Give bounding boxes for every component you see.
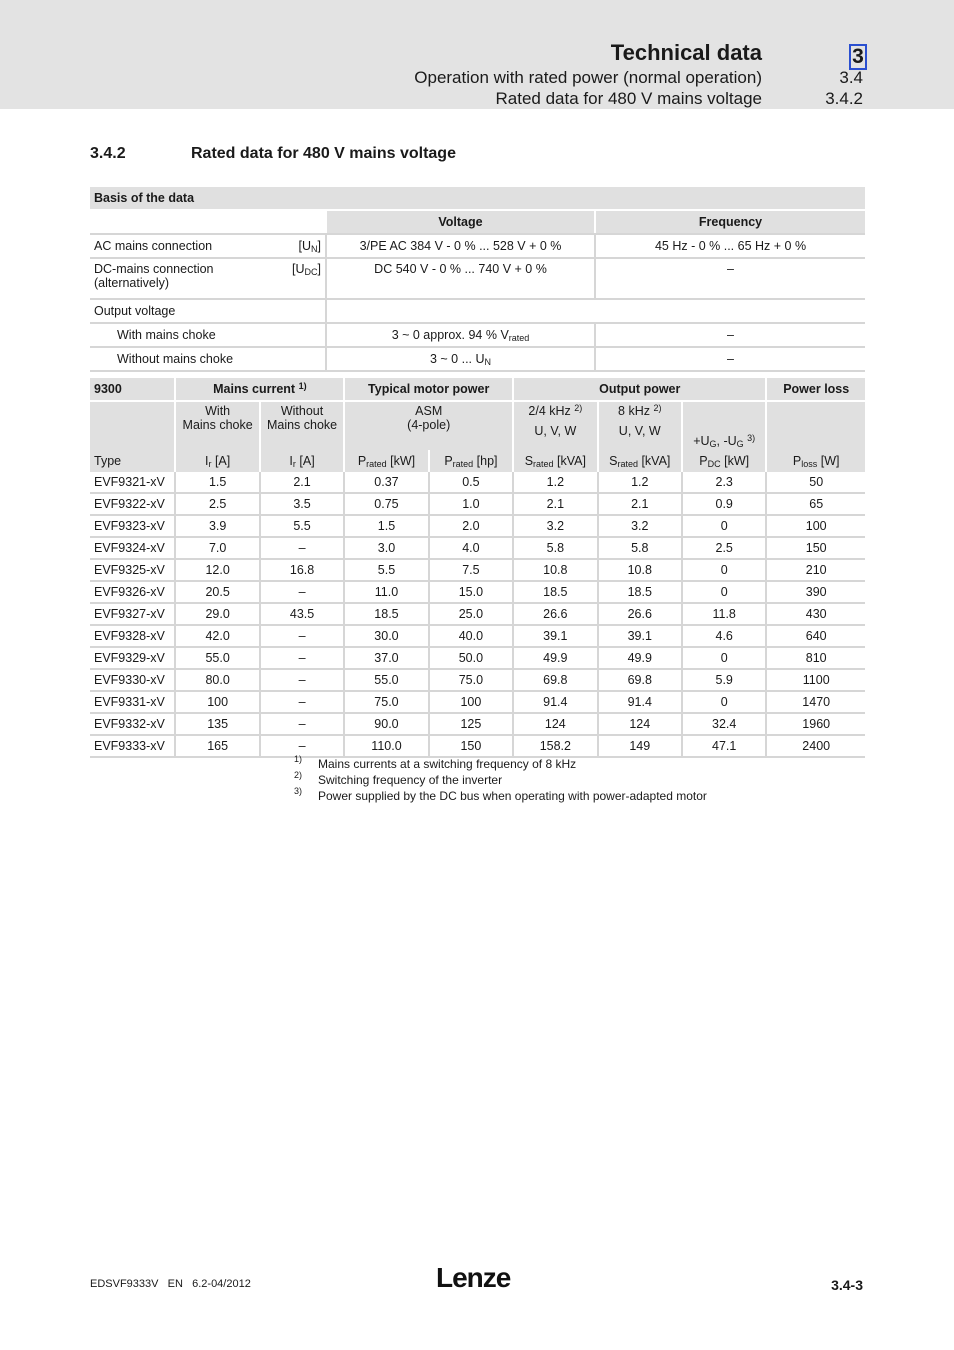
value-cell: 125 bbox=[428, 714, 512, 736]
basis-header-row bbox=[90, 211, 865, 233]
basis-title-row bbox=[90, 187, 865, 211]
value-cell: 50 bbox=[765, 472, 865, 494]
value-cell: 47.1 bbox=[681, 736, 765, 758]
type-cell: EVF9322-xV bbox=[90, 494, 174, 516]
with-choke-label: With mains choke bbox=[90, 324, 325, 348]
value-cell: 0.9 bbox=[681, 494, 765, 516]
basis-row-ac bbox=[90, 233, 865, 259]
value-cell: 0.75 bbox=[343, 494, 427, 516]
value-cell: 65 bbox=[765, 494, 865, 516]
basis-row-with-choke bbox=[90, 324, 865, 348]
value-cell: 91.4 bbox=[512, 692, 596, 714]
value-cell: – bbox=[259, 538, 343, 560]
section-heading-number: 3.4.2 bbox=[90, 145, 126, 162]
prated-kw-unit: $P_{rated}$ [kW] bbox=[343, 450, 427, 472]
value-cell: 1.0 bbox=[428, 494, 512, 516]
value-cell: 55.0 bbox=[343, 670, 427, 692]
value-cell: 0.5 bbox=[428, 472, 512, 494]
value-cell: 90.0 bbox=[343, 714, 427, 736]
value-cell: 26.6 bbox=[512, 604, 596, 626]
value-cell: 43.5 bbox=[259, 604, 343, 626]
footer-doc-info bbox=[90, 1278, 251, 1290]
value-cell: 2.1 bbox=[259, 472, 343, 494]
value-cell: 7.5 bbox=[428, 560, 512, 582]
ac-voltage: 3/PE AC 384 V - 0 % ... 528 V + 0 % bbox=[325, 233, 594, 259]
table-header-row-2 bbox=[90, 402, 865, 450]
freq-8-header: 8 kHz $^{2)}$ U, V, W bbox=[597, 402, 681, 450]
chapter-number-link[interactable]: 3 bbox=[849, 44, 867, 70]
without-choke-header: Without Mains choke bbox=[259, 402, 343, 450]
value-cell: 50.0 bbox=[428, 648, 512, 670]
value-cell: 0.37 bbox=[343, 472, 427, 494]
type-cell: EVF9331-xV bbox=[90, 692, 174, 714]
value-cell: 91.4 bbox=[597, 692, 681, 714]
table-row bbox=[90, 714, 865, 736]
pdc-unit: $P_{DC}$ [kW] bbox=[681, 450, 765, 472]
value-cell: 55.0 bbox=[174, 648, 258, 670]
ac-label: AC mains connection bbox=[94, 239, 213, 253]
value-cell: 10.8 bbox=[597, 560, 681, 582]
type-cell: EVF9329-xV bbox=[90, 648, 174, 670]
basis-header-empty bbox=[90, 211, 325, 233]
value-cell: 3.2 bbox=[597, 516, 681, 538]
value-cell: 18.5 bbox=[343, 604, 427, 626]
prated-hp-unit: $P_{rated}$ [hp] bbox=[428, 450, 512, 472]
value-cell: 100 bbox=[765, 516, 865, 538]
value-cell: 2.1 bbox=[597, 494, 681, 516]
value-cell: 30.0 bbox=[343, 626, 427, 648]
value-cell: 75.0 bbox=[343, 692, 427, 714]
value-cell: 5.8 bbox=[597, 538, 681, 560]
value-cell: – bbox=[259, 714, 343, 736]
table-row bbox=[90, 516, 865, 538]
value-cell: 1470 bbox=[765, 692, 865, 714]
value-cell: 75.0 bbox=[428, 670, 512, 692]
type-cell: EVF9325-xV bbox=[90, 560, 174, 582]
dc-label-2: (alternatively) bbox=[94, 276, 170, 290]
value-cell: 2.1 bbox=[512, 494, 596, 516]
output-voltage-empty bbox=[325, 300, 865, 324]
rated-data-table bbox=[90, 378, 865, 758]
basis-table bbox=[90, 187, 865, 372]
value-cell: 18.5 bbox=[597, 582, 681, 604]
ir-without-unit: $I_r$ [A] bbox=[259, 450, 343, 472]
value-cell: 0 bbox=[681, 648, 765, 670]
section-heading bbox=[90, 145, 456, 163]
ir-with-unit: $I_r$ [A] bbox=[174, 450, 258, 472]
with-choke-voltage: 3 ~ 0 approx. 94 % $V_{rated}$ bbox=[325, 324, 594, 348]
value-cell: 69.8 bbox=[597, 670, 681, 692]
without-choke-label: Without mains choke bbox=[90, 348, 325, 372]
table-row bbox=[90, 648, 865, 670]
value-cell: 4.0 bbox=[428, 538, 512, 560]
type-header: Type bbox=[94, 454, 122, 468]
type-cell: EVF9321-xV bbox=[90, 472, 174, 494]
header-empty bbox=[90, 402, 174, 450]
dc-voltage: DC 540 V - 0 % ... 740 V + 0 % bbox=[325, 259, 594, 300]
value-cell: 640 bbox=[765, 626, 865, 648]
value-cell: 150 bbox=[765, 538, 865, 560]
footer-doc-id: EDSVF9333V bbox=[90, 1278, 159, 1290]
value-cell: 5.8 bbox=[512, 538, 596, 560]
table-row bbox=[90, 538, 865, 560]
value-cell: 4.6 bbox=[681, 626, 765, 648]
value-cell: 1.5 bbox=[174, 472, 258, 494]
value-cell: 5.5 bbox=[343, 560, 427, 582]
value-cell: – bbox=[259, 692, 343, 714]
footer-lang: EN bbox=[167, 1278, 183, 1290]
value-cell: 49.9 bbox=[512, 648, 596, 670]
value-cell: 1960 bbox=[765, 714, 865, 736]
section-heading-title: Rated data for 480 V mains voltage bbox=[191, 145, 456, 162]
type-cell: EVF9327-xV bbox=[90, 604, 174, 626]
value-cell: 149 bbox=[597, 736, 681, 758]
without-choke-frequency: – bbox=[594, 348, 865, 372]
ac-symbol: $[U_N]$ bbox=[298, 239, 321, 254]
footer-version: 6.2-04/2012 bbox=[192, 1278, 251, 1290]
value-cell: 100 bbox=[174, 692, 258, 714]
value-cell: 0 bbox=[681, 582, 765, 604]
type-cell: EVF9333-xV bbox=[90, 736, 174, 758]
value-cell: 100 bbox=[428, 692, 512, 714]
value-cell: 1.2 bbox=[512, 472, 596, 494]
dc-label: DC-mains connection bbox=[94, 262, 214, 276]
value-cell: 3.0 bbox=[343, 538, 427, 560]
table-row bbox=[90, 560, 865, 582]
value-cell: 12.0 bbox=[174, 560, 258, 582]
value-cell: 124 bbox=[597, 714, 681, 736]
value-cell: 80.0 bbox=[174, 670, 258, 692]
chapter-title: Technical data bbox=[610, 40, 762, 65]
dc-symbol: $[U_{DC}]$ bbox=[292, 262, 321, 277]
value-cell: 5.5 bbox=[259, 516, 343, 538]
value-cell: 42.0 bbox=[174, 626, 258, 648]
table-header-row-3 bbox=[90, 450, 865, 472]
value-cell: 3.2 bbox=[512, 516, 596, 538]
table-row bbox=[90, 472, 865, 494]
value-cell: 16.8 bbox=[259, 560, 343, 582]
value-cell: 390 bbox=[765, 582, 865, 604]
table-row bbox=[90, 626, 865, 648]
table-row bbox=[90, 494, 865, 516]
type-cell: EVF9328-xV bbox=[90, 626, 174, 648]
value-cell: 0 bbox=[681, 516, 765, 538]
type-cell: EVF9330-xV bbox=[90, 670, 174, 692]
value-cell: – bbox=[259, 648, 343, 670]
value-cell: 37.0 bbox=[343, 648, 427, 670]
with-choke-header: With Mains choke bbox=[174, 402, 258, 450]
table-body bbox=[90, 472, 865, 758]
section-number: 3.4 bbox=[839, 68, 863, 87]
basis-row-label bbox=[90, 259, 325, 300]
value-cell: 430 bbox=[765, 604, 865, 626]
basis-col-frequency: Frequency bbox=[594, 211, 865, 233]
value-cell: 25.0 bbox=[428, 604, 512, 626]
value-cell: 810 bbox=[765, 648, 865, 670]
srated-8-unit: $S_{rated}$ [kVA] bbox=[597, 450, 681, 472]
value-cell: 2.5 bbox=[174, 494, 258, 516]
value-cell: 2.3 bbox=[681, 472, 765, 494]
value-cell: 49.9 bbox=[597, 648, 681, 670]
ploss-unit: $P_{loss}$ [W] bbox=[765, 450, 865, 472]
power-loss-header: Power loss bbox=[765, 378, 865, 402]
value-cell: 2.5 bbox=[681, 538, 765, 560]
basis-row-output bbox=[90, 300, 865, 324]
output-power-header: Output power bbox=[512, 378, 765, 402]
type-cell: EVF9323-xV bbox=[90, 516, 174, 538]
value-cell: 135 bbox=[174, 714, 258, 736]
subsection-number: 3.4.2 bbox=[825, 89, 863, 108]
table-header-row-1 bbox=[90, 378, 865, 402]
ac-frequency: 45 Hz - 0 % ... 65 Hz + 0 % bbox=[594, 233, 865, 259]
subsection-title: Rated data for 480 V mains voltage bbox=[495, 89, 762, 108]
value-cell: 3.9 bbox=[174, 516, 258, 538]
value-cell: 0 bbox=[681, 560, 765, 582]
value-cell: 1.2 bbox=[597, 472, 681, 494]
value-cell: 69.8 bbox=[512, 670, 596, 692]
type-cell: EVF9324-xV bbox=[90, 538, 174, 560]
page-number: 3.4-3 bbox=[831, 1277, 863, 1293]
lenze-logo: Lenze bbox=[436, 1262, 511, 1293]
value-cell: – bbox=[259, 582, 343, 604]
type-cell: EVF9332-xV bbox=[90, 714, 174, 736]
value-cell: 18.5 bbox=[512, 582, 596, 604]
value-cell: – bbox=[259, 670, 343, 692]
mains-current-header: Mains current $^{1)}$ bbox=[174, 378, 343, 402]
basis-title: Basis of the data bbox=[90, 187, 865, 211]
value-cell: 11.0 bbox=[343, 582, 427, 604]
series-header: 9300 bbox=[90, 378, 174, 402]
basis-col-voltage: Voltage bbox=[325, 211, 594, 233]
srated-24-unit: $S_{rated}$ [kVA] bbox=[512, 450, 596, 472]
value-cell: 39.1 bbox=[512, 626, 596, 648]
ug-header: $+U_G$, $-U_G$ $^{3)}$ bbox=[681, 402, 765, 450]
asm-header: ASM (4-pole) bbox=[343, 402, 512, 450]
value-cell: 1.5 bbox=[343, 516, 427, 538]
value-cell: – bbox=[259, 736, 343, 758]
value-cell: – bbox=[259, 626, 343, 648]
table-row bbox=[90, 736, 865, 758]
basis-row-without-choke bbox=[90, 348, 865, 372]
table-row bbox=[90, 582, 865, 604]
value-cell: 1100 bbox=[765, 670, 865, 692]
value-cell: 15.0 bbox=[428, 582, 512, 604]
value-cell: 5.9 bbox=[681, 670, 765, 692]
value-cell: 10.8 bbox=[512, 560, 596, 582]
value-cell: 32.4 bbox=[681, 714, 765, 736]
header-empty bbox=[765, 402, 865, 450]
freq-24-header: 2/4 kHz $^{2)}$ U, V, W bbox=[512, 402, 596, 450]
value-cell: 2400 bbox=[765, 736, 865, 758]
dc-frequency: – bbox=[594, 259, 865, 300]
value-cell: 39.1 bbox=[597, 626, 681, 648]
value-cell: 110.0 bbox=[343, 736, 427, 758]
value-cell: 26.6 bbox=[597, 604, 681, 626]
value-cell: 124 bbox=[512, 714, 596, 736]
table-row bbox=[90, 670, 865, 692]
value-cell: 210 bbox=[765, 560, 865, 582]
value-cell: 40.0 bbox=[428, 626, 512, 648]
table-row bbox=[90, 692, 865, 714]
value-cell: 3.5 bbox=[259, 494, 343, 516]
table-row bbox=[90, 604, 865, 626]
value-cell: 2.0 bbox=[428, 516, 512, 538]
basis-row-dc bbox=[90, 259, 865, 300]
header-band bbox=[0, 0, 954, 109]
type-cell: EVF9326-xV bbox=[90, 582, 174, 604]
with-choke-frequency: – bbox=[594, 324, 865, 348]
without-choke-voltage: 3 ~ 0 ... $U_N$ bbox=[325, 348, 594, 372]
value-cell: 20.5 bbox=[174, 582, 258, 604]
value-cell: 150 bbox=[428, 736, 512, 758]
motor-power-header: Typical motor power bbox=[343, 378, 512, 402]
value-cell: 158.2 bbox=[512, 736, 596, 758]
value-cell: 29.0 bbox=[174, 604, 258, 626]
value-cell: 11.8 bbox=[681, 604, 765, 626]
value-cell: 0 bbox=[681, 692, 765, 714]
section-title: Operation with rated power (normal operation) bbox=[414, 68, 762, 87]
basis-row-label bbox=[90, 233, 325, 259]
value-cell: 165 bbox=[174, 736, 258, 758]
output-voltage-label: Output voltage bbox=[90, 300, 325, 324]
value-cell: 7.0 bbox=[174, 538, 258, 560]
